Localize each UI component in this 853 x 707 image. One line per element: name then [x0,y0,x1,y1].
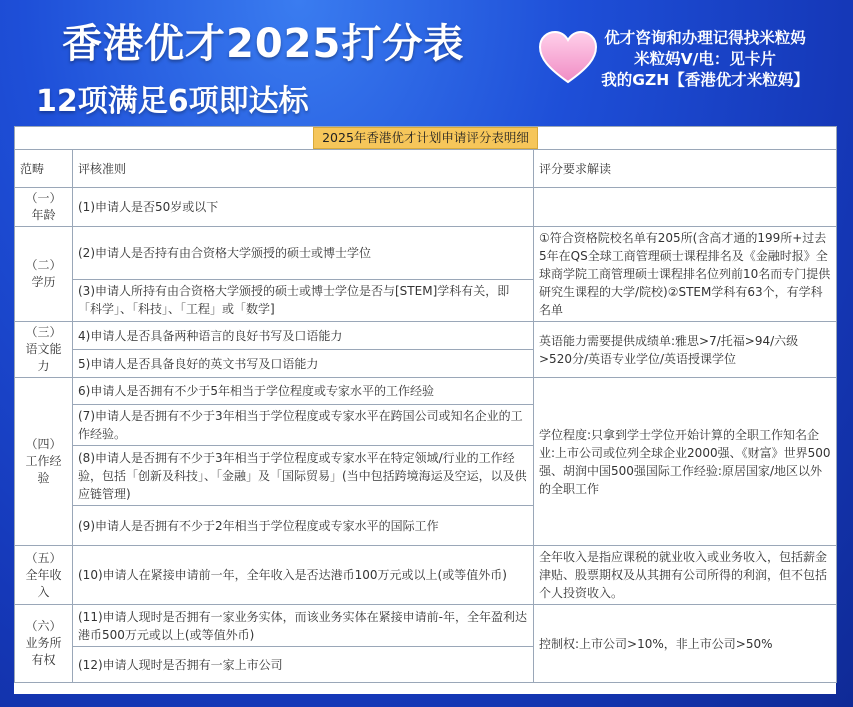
interpretation-education: ①符合资格院校名单有205所(含高才通的199所+过去5年在QS全球工商管理硕士课程排名及《金融时报》全球商学院工商管理硕士课程排名位列前10名而专门提供研究生课程的大学/院校)②STEM学科有63个，有学科名单 [534,227,837,322]
table-caption: 2025年香港优才计划申请评分表明细 [313,127,538,149]
criterion-3: (3)申请人所持有由合资格大学颁授的硕士或博士学位是否与[STEM]学科有关，即「科学」、「科技」、「工程」或「数学] [73,279,534,321]
column-header-interpretation: 评分要求解读 [534,150,837,188]
contact-line-3: 我的GZH【香港优才米粒妈】 [601,71,809,89]
category-age: （一） 年龄 [15,188,73,227]
contact-info [590,28,820,91]
contact-line-1: 优才咨询和办理记得找米粒妈 [604,29,806,47]
table-header-row [15,150,837,188]
page-title: 香港优才2025打分表 [62,21,465,67]
criterion-10: (10)申请人在紧接申请前一年，全年收入是否达港币100万元或以上(或等值外币) [73,546,534,605]
category-language: （三） 语文能 力 [15,322,73,378]
interpretation-language: 英语能力需要提供成绩单:雅思>7/托福>94/六级>520分/英语专业学位/英语授课学位 [534,322,837,378]
category-business: （六） 业务所 有权 [15,605,73,683]
interpretation-business: 控制权:上市公司>10%，非上市公司>50% [534,605,837,683]
criterion-5: 5)申请人是否具备良好的英文书写及口语能力 [73,350,534,378]
column-header-category: 范畴 [15,150,73,188]
table-row [15,605,837,647]
heart-icon [538,30,598,85]
category-education: （二） 学历 [15,227,73,322]
criterion-7: (7)申请人是否拥有不少于3年相当于学位程度或专家水平在跨国公司或知名企业的工作经验。 [73,405,534,446]
table-row [15,322,837,350]
criterion-12: (12)申请人现时是否拥有一家上市公司 [73,647,534,683]
criterion-1: (1)申请人是否50岁或以下 [73,188,534,227]
criterion-6: 6)申请人是否拥有不少于5年相当于学位程度或专家水平的工作经验 [73,378,534,405]
column-header-criteria: 评核准则 [73,150,534,188]
page-subtitle: 12项满足6项即达标 [36,84,309,119]
criterion-9: (9)申请人是否拥有不少于2年相当于学位程度或专家水平的国际工作 [73,506,534,546]
interpretation-work: 学位程度:只拿到学士学位开始计算的全职工作知名企业:上市公司或位列全球企业2000强、《财富》世界500强、胡润中国500强国际工作经验:原居国家/地区以外的全职工作 [534,378,837,546]
interpretation-age [534,188,837,227]
criterion-2: (2)申请人是否持有由合资格大学颁授的硕士或博士学位 [73,227,534,280]
table-row [15,227,837,280]
category-work: （四） 工作经 验 [15,378,73,546]
table-row [15,546,837,605]
table-row [15,188,837,227]
criterion-11: (11)申请人现时是否拥有一家业务实体，而该业务实体在紧接申请前-年，全年盈利达港币500万元或以上(或等值外币) [73,605,534,647]
criterion-4: 4)申请人是否具备两种语言的良好书写及口语能力 [73,322,534,350]
table-row [15,378,837,405]
category-income: （五） 全年收 入 [15,546,73,605]
criterion-8: (8)申请人是否拥有不少于3年相当于学位程度或专家水平在特定领域/行业的工作经验，包括「创新及科技」、「金融」及「国际贸易」(当中包括跨境海运及空运，以及供应链管理) [73,446,534,506]
score-table-container [14,126,836,694]
table-caption-row [15,127,837,150]
interpretation-income: 全年收入是指应课税的就业收入或业务收入，包括薪金津贴、股票期权及从其拥有公司所得的利润，但不包括个人投资收入。 [534,546,837,605]
score-table [14,126,837,683]
contact-line-2: 米粒妈V/电：见卡片 [634,50,776,68]
